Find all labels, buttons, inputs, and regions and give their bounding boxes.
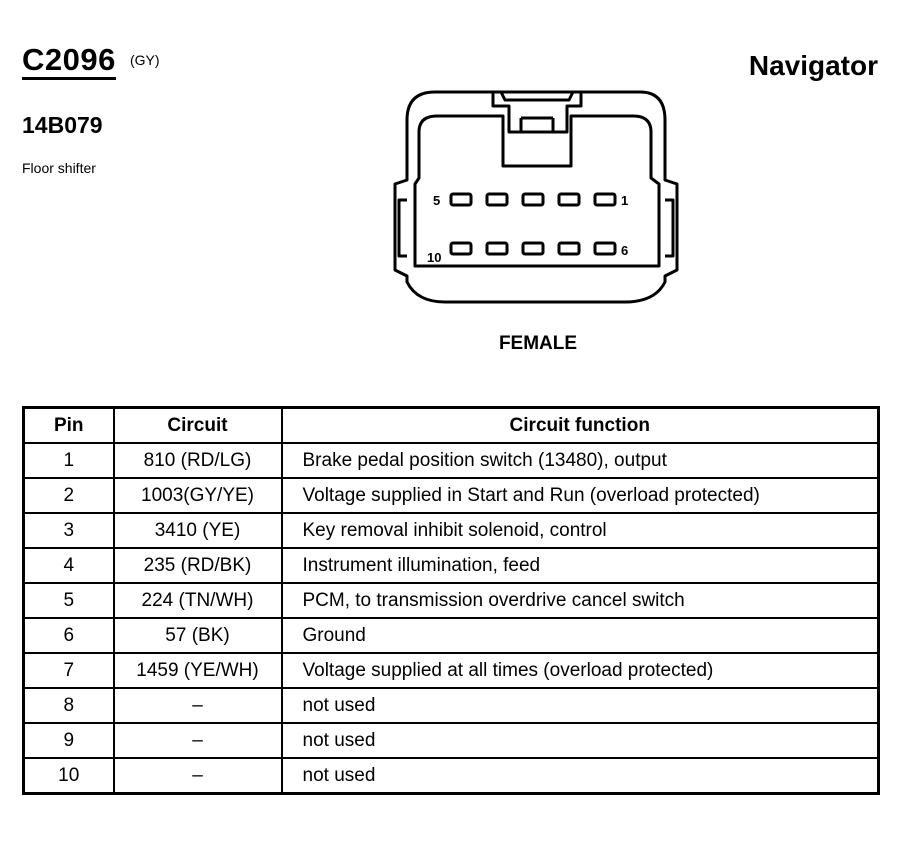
table-row [24, 723, 879, 758]
header-circuit: Circuit [114, 408, 282, 444]
part-number: 14B079 [22, 112, 103, 138]
table-row [24, 513, 879, 548]
cavity-7 [559, 243, 579, 254]
table-header-row [24, 408, 879, 444]
cell-pin: 3 [24, 513, 114, 548]
cell-circuit: – [114, 758, 282, 794]
cavity-5 [451, 194, 471, 205]
table-row [24, 478, 879, 513]
cell-circuit: 57 (BK) [114, 618, 282, 653]
cell-function: Brake pedal position switch (13480), output [282, 443, 879, 478]
cavity-2 [559, 194, 579, 205]
table-row [24, 548, 879, 583]
pin-label-1: 1 [621, 193, 629, 208]
pin-label-10: 10 [427, 250, 442, 265]
cavity-3 [523, 194, 543, 205]
connector-color: (GY) [130, 52, 160, 68]
cavity-1 [595, 194, 615, 205]
pin-label-5: 5 [433, 193, 441, 208]
cell-circuit: 224 (TN/WH) [114, 583, 282, 618]
cavity-8 [523, 243, 543, 254]
header-pin: Pin [24, 408, 114, 444]
cell-circuit: 810 (RD/LG) [114, 443, 282, 478]
cell-pin: 7 [24, 653, 114, 688]
connector-face-diagram [385, 80, 695, 320]
connector-description: Floor shifter [22, 160, 96, 176]
cell-circuit: 235 (RD/BK) [114, 548, 282, 583]
cavity-10 [451, 243, 471, 254]
cell-function: PCM, to transmission overdrive cancel switch [282, 583, 879, 618]
cell-pin: 2 [24, 478, 114, 513]
pin-label-6: 6 [621, 243, 629, 258]
header-function: Circuit function [282, 408, 879, 444]
cell-pin: 5 [24, 583, 114, 618]
cell-circuit: – [114, 688, 282, 723]
table-row [24, 653, 879, 688]
left-side-rib [399, 200, 407, 256]
right-side-rib [665, 200, 673, 256]
cell-circuit: 1459 (YE/WH) [114, 653, 282, 688]
cell-circuit: 1003(GY/YE) [114, 478, 282, 513]
connector-id: C2096 [22, 44, 116, 80]
table-row [24, 618, 879, 653]
table-row [24, 583, 879, 618]
cell-circuit: 3410 (YE) [114, 513, 282, 548]
cell-pin: 1 [24, 443, 114, 478]
connector-gender: FEMALE [498, 333, 578, 354]
cell-pin: 10 [24, 758, 114, 794]
cell-pin: 6 [24, 618, 114, 653]
cavity-6 [595, 243, 615, 254]
cell-function: Voltage supplied in Start and Run (overload protected) [282, 478, 879, 513]
locking-tab [493, 92, 581, 132]
cell-pin: 9 [24, 723, 114, 758]
cavity-9 [487, 243, 507, 254]
cavity-4 [487, 194, 507, 205]
cell-function: Instrument illumination, feed [282, 548, 879, 583]
table-row [24, 758, 879, 794]
table-row [24, 443, 879, 478]
pinout-table [22, 406, 880, 795]
cell-function: Voltage supplied at all times (overload protected) [282, 653, 879, 688]
cell-circuit: – [114, 723, 282, 758]
cell-function: not used [282, 688, 879, 723]
cell-function: Ground [282, 618, 879, 653]
cell-pin: 8 [24, 688, 114, 723]
vehicle-name: Navigator [748, 50, 878, 81]
locking-tab-inner [521, 118, 553, 132]
cell-function: not used [282, 723, 879, 758]
cell-function: Key removal inhibit solenoid, control [282, 513, 879, 548]
table-row [24, 688, 879, 723]
cell-function: not used [282, 758, 879, 794]
cell-pin: 4 [24, 548, 114, 583]
